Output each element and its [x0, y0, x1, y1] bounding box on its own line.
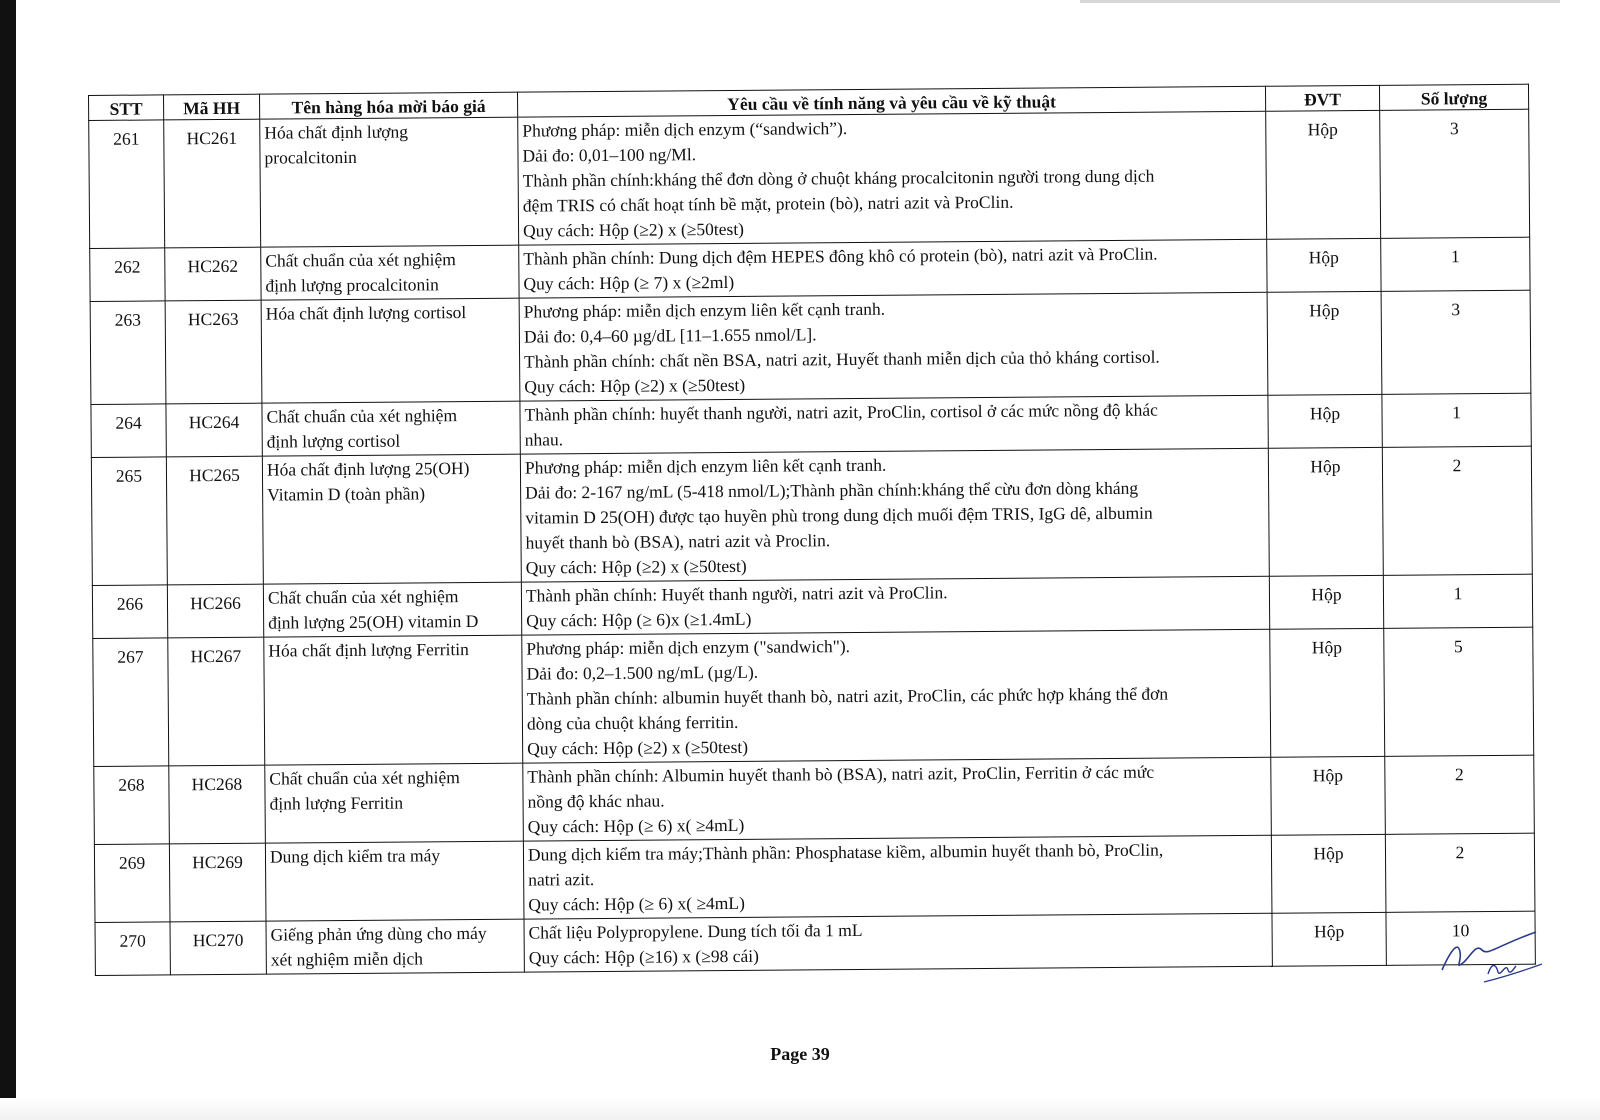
cell-spec-line: Thành phần chính: Huyết thanh người, natri azit và ProClin.	[525, 582, 948, 606]
cell-spec-line: Chất liệu Polypropylene. Dung tích tối đa 1 mL	[528, 919, 863, 943]
cell-stt: 268	[94, 766, 170, 845]
quotation-table	[88, 84, 1536, 976]
cell-spec-line: Thành phần chính: albumin huyết thanh bò, natri azit, ProClin, các phức hợp kháng thể đơn	[526, 683, 1169, 709]
cell-name	[262, 454, 521, 584]
cell-stt: 264	[91, 404, 166, 458]
cell-spec-line: Thành phần chính:kháng thể đơn dòng ở chuột kháng procalcitonin người trong dung dịch	[522, 165, 1155, 191]
cell-code: HC262	[165, 247, 261, 301]
cell-code: HC264	[166, 403, 262, 457]
cell-name-line: định lượng cortisol	[266, 430, 401, 452]
cell-spec-line: Quy cách: Hộp (≥ 7) x (≥2ml)	[523, 271, 735, 294]
cell-name-line: xét nghiệm miễn dịch	[270, 948, 423, 970]
cell-qty: 2	[1385, 755, 1535, 834]
header-spec: Yêu cầu về tính năng và yêu cầu về kỹ thuật	[517, 86, 1265, 117]
cell-name	[262, 401, 520, 456]
cell-qty: 5	[1384, 627, 1534, 756]
cell-stt: 266	[92, 585, 167, 639]
cell-code: HC266	[167, 584, 263, 638]
table-row	[94, 833, 1535, 922]
header-name: Tên hàng hóa mời báo giá	[259, 92, 517, 119]
cell-spec-line: Quy cách: Hộp (≥2) x (≥50test)	[525, 555, 747, 578]
cell-unit: Hộp	[1268, 394, 1382, 448]
cell-unit: Hộp	[1266, 110, 1381, 239]
cell-spec-line: Phương pháp: miễn dịch enzym ("sandwich").	[526, 636, 851, 659]
header-stt: STT	[89, 95, 164, 121]
header-qty: Số lượng	[1379, 84, 1528, 110]
page-number: Page 39	[770, 1044, 830, 1064]
cell-name	[265, 841, 524, 921]
cell-stt: 269	[94, 844, 170, 923]
cell-name-line: định lượng Ferritin	[269, 792, 404, 814]
cell-qty: 2	[1382, 446, 1532, 575]
cell-code: HC268	[169, 765, 266, 844]
cell-qty: 1	[1382, 393, 1531, 447]
cell-spec-line: Phương pháp: miễn dịch enzym (“sandwich”).	[522, 118, 848, 141]
scan-left-edge	[0, 0, 16, 1120]
cell-name	[265, 763, 524, 843]
cell-spec-line: Thành phần chính: Albumin huyết thanh bò (BSA), natri azit, ProClin, Ferritin ở các mức	[527, 761, 1155, 787]
cell-name-line: Dung dịch kiểm tra máy	[269, 845, 441, 867]
cell-qty: 1	[1383, 574, 1532, 628]
table-row	[94, 755, 1535, 844]
cell-spec-line: Quy cách: Hộp (≥ 6) x( ≥4mL)	[527, 814, 745, 837]
cell-spec-line: dòng của chuột kháng ferritin.	[526, 711, 739, 734]
scan-bottom-edge	[0, 1098, 1600, 1120]
document-table-container	[88, 84, 1535, 976]
cell-unit: Hộp	[1269, 575, 1383, 629]
cell-name-line: Vitamin D (toàn phần)	[267, 483, 426, 505]
cell-name-line: Chất chuẩn của xét nghiệm	[265, 249, 456, 271]
cell-spec-line: Dải đo: 0,4–60 µg/dL [11–1.655 nmol/L].	[523, 324, 817, 347]
cell-spec	[520, 448, 1269, 582]
cell-spec-line: vitamin D 25(OH) được tạo huyền phù trong dung dịch muối đệm TRIS, IgG dê, albumin	[525, 502, 1153, 528]
cell-name-line: Chất chuẩn của xét nghiệm	[269, 767, 460, 789]
cell-code: HC270	[170, 921, 266, 975]
cell-name-line: Giếng phản ứng dùng cho máy	[270, 922, 487, 945]
table-row	[90, 290, 1531, 404]
cell-name-line: Hóa chất định lượng cortisol	[265, 302, 467, 324]
cell-spec-line: Phương pháp: miễn dịch enzym liên kết cạnh tranh.	[523, 298, 886, 322]
cell-qty: 3	[1380, 109, 1530, 238]
header-code: Mã HH	[164, 94, 260, 120]
cell-spec-line: đệm TRIS có chất hoạt tính bề mặt, protein (bò), natri azit và ProClin.	[522, 191, 1014, 216]
cell-spec-line: Thành phần chính: huyết thanh người, natri azit, ProClin, cortisol ở các mức nồng độ khác	[524, 399, 1158, 425]
cell-unit: Hộp	[1271, 756, 1386, 835]
cell-name	[261, 298, 520, 403]
cell-qty: 1	[1381, 237, 1530, 291]
scan-top-mark	[1080, 0, 1560, 3]
cell-stt: 270	[95, 922, 170, 976]
cell-spec	[519, 292, 1268, 401]
cell-spec-line: Quy cách: Hộp (≥2) x (≥50test)	[527, 736, 749, 759]
cell-spec-line: Thành phần chính: Dung dịch đệm HEPES đông khô có protein (bò), natri azit và ProClin.	[523, 243, 1158, 269]
cell-name	[261, 245, 519, 300]
table-row	[93, 627, 1534, 766]
cell-unit: Hộp	[1272, 912, 1386, 966]
cell-unit: Hộp	[1271, 834, 1386, 913]
cell-stt: 261	[89, 120, 165, 249]
cell-name-line: procalcitonin	[264, 146, 357, 168]
cell-spec	[518, 111, 1267, 245]
table-row	[89, 109, 1530, 248]
header-unit: ĐVT	[1265, 85, 1379, 111]
cell-spec-line: Phương pháp: miễn dịch enzym liên kết cạnh tranh.	[524, 454, 887, 478]
cell-name-line: định lượng procalcitonin	[265, 274, 439, 296]
cell-spec-line: Quy cách: Hộp (≥16) x (≥98 cái)	[528, 945, 759, 968]
cell-code: HC269	[169, 843, 266, 922]
cell-spec	[521, 576, 1269, 635]
table-body	[89, 109, 1536, 975]
cell-spec	[520, 395, 1268, 454]
cell-spec-line: huyết thanh bò (BSA), natri azit và Proclin.	[525, 530, 831, 553]
cell-code: HC265	[166, 456, 263, 585]
cell-spec-line: nhau.	[524, 429, 564, 450]
cell-spec-line: Quy cách: Hộp (≥2) x (≥50test)	[522, 218, 745, 241]
cell-stt: 265	[91, 457, 167, 586]
cell-name-line: Hóa chất định lượng 25(OH)	[266, 458, 470, 480]
cell-spec-line: Quy cách: Hộp (≥2) x (≥50test)	[524, 374, 746, 397]
cell-spec-line: Quy cách: Hộp (≥ 6) x( ≥4mL)	[528, 892, 745, 915]
table-row	[91, 446, 1532, 585]
cell-spec-line: Dải đo: 0,2–1.500 ng/mL (µg/L).	[526, 661, 759, 684]
signature-mark	[1436, 922, 1546, 992]
cell-name-line: Hóa chất định lượng	[264, 121, 409, 143]
cell-name	[264, 635, 523, 765]
cell-qty: 2	[1385, 833, 1535, 912]
cell-spec-line: Thành phần chính: chất nền BSA, natri azit, Huyết thanh miễn dịch của thỏ kháng cortisol.	[524, 346, 1160, 372]
cell-name	[263, 582, 521, 637]
cell-stt: 263	[90, 301, 166, 405]
cell-name-line: Chất chuẩn của xét nghiệm	[267, 586, 459, 608]
cell-name	[260, 117, 519, 247]
cell-stt: 267	[93, 638, 169, 767]
cell-name	[266, 919, 524, 974]
cell-code: HC263	[165, 300, 262, 404]
cell-spec-line: Dải đo: 0,01–100 ng/Ml.	[522, 144, 697, 166]
table-row	[95, 911, 1535, 975]
cell-unit: Hộp	[1267, 238, 1381, 292]
cell-code: HC267	[168, 637, 265, 766]
cell-spec-line: nồng độ khác nhau.	[527, 790, 665, 812]
cell-spec-line: Quy cách: Hộp (≥ 6)x (≥1.4mL)	[526, 608, 752, 631]
cell-spec-line: Dải đo: 2-167 ng/mL (5-418 nmol/L);Thành phần chính:kháng thể cừu đơn dòng kháng	[525, 477, 1139, 503]
cell-spec	[523, 757, 1272, 841]
cell-qty: 10	[1386, 911, 1535, 965]
cell-spec	[524, 913, 1272, 972]
cell-spec	[523, 835, 1272, 919]
cell-spec	[522, 629, 1271, 763]
cell-qty: 3	[1381, 290, 1531, 394]
cell-unit: Hộp	[1267, 291, 1382, 395]
cell-name-line: định lượng 25(OH) vitamin D	[268, 610, 479, 633]
cell-name-line: Chất chuẩn của xét nghiệm	[266, 405, 458, 427]
cell-unit: Hộp	[1270, 628, 1385, 757]
cell-spec	[519, 239, 1267, 298]
cell-code: HC261	[164, 119, 261, 248]
cell-spec-line: natri azit.	[528, 869, 595, 890]
cell-stt: 262	[90, 248, 165, 302]
cell-spec-line: Dung dịch kiểm tra máy;Thành phần: Phosphatase kiềm, albumin huyết thanh bò, ProClin,	[527, 839, 1164, 865]
cell-unit: Hộp	[1268, 447, 1383, 576]
cell-name-line: Hóa chất định lượng Ferritin	[268, 639, 469, 661]
